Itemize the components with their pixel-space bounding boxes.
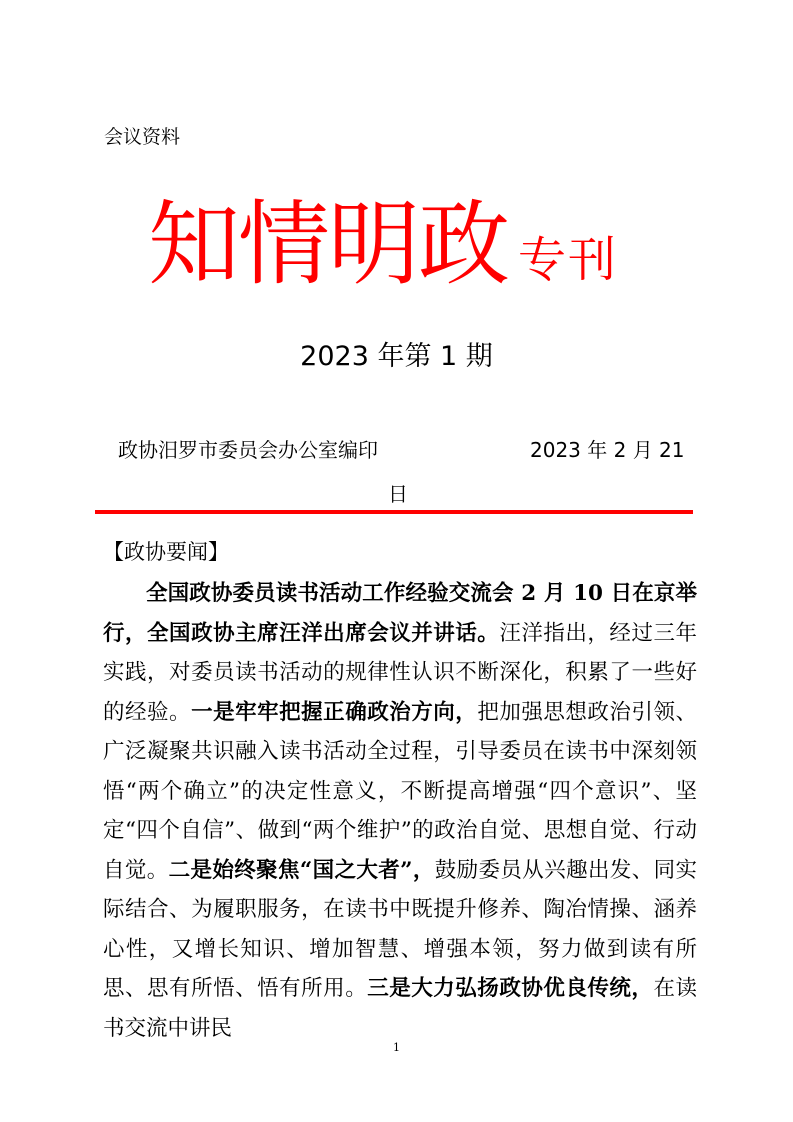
text-segment: 把加强思想政治引领、广泛凝聚共识融入读书活动全过程，引导委员在读书中深刻领悟“两个确立”的决定性意义，不断提高增强“四个意识”、坚定“四个自信”、做到“两个维护”的政治自觉、思想自觉、行动自觉。 bbox=[103, 699, 697, 883]
section-title: 【政协要闻】 bbox=[103, 540, 229, 564]
masthead bbox=[148, 190, 618, 315]
masthead-subtitle: 专刊 bbox=[518, 232, 619, 288]
header-divider bbox=[95, 510, 693, 514]
page-number: 1 bbox=[393, 1041, 400, 1054]
text-segment-bold: 三是大力弘扬政协优良传统， bbox=[367, 976, 654, 1001]
text-segment: 在读书交流中讲民 bbox=[103, 976, 697, 1041]
issue-number: 2023 年第 1 期 bbox=[300, 341, 493, 372]
masthead-title: 知情明政 bbox=[148, 191, 509, 298]
document-label: 会议资料 bbox=[104, 126, 181, 148]
text-segment-bold: 全国政协委员读书活动工作经验交流会 2 月 10 日在京举行，全国政协主席汪洋出席会议并讲话。 bbox=[103, 581, 697, 646]
article-body bbox=[103, 574, 697, 1048]
text-segment: 汪洋指出，经过三年实践，对委员读书活动的规律性认识不断深化，积累了一些好的经验。 bbox=[103, 620, 697, 725]
text-segment-bold: 一是牢牢把握正确政治方向， bbox=[191, 699, 478, 725]
editor-line: 政协汨罗市委员会办公室编印 bbox=[118, 438, 378, 462]
date-line-continued: 日 bbox=[388, 482, 408, 506]
text-segment: 鼓励委员从兴趣出发、同实际结合、为履职服务，在读书中既提升修养、陶冶情操、涵养心性，又增长知识、增加智慧、增强本领，努力做到读有所思、思有所悟、悟有所用。 bbox=[103, 857, 697, 1001]
date-line: 2023 年 2 月 21 bbox=[530, 438, 685, 462]
text-segment-bold: 二是始终聚焦“国之大者”， bbox=[168, 857, 435, 883]
